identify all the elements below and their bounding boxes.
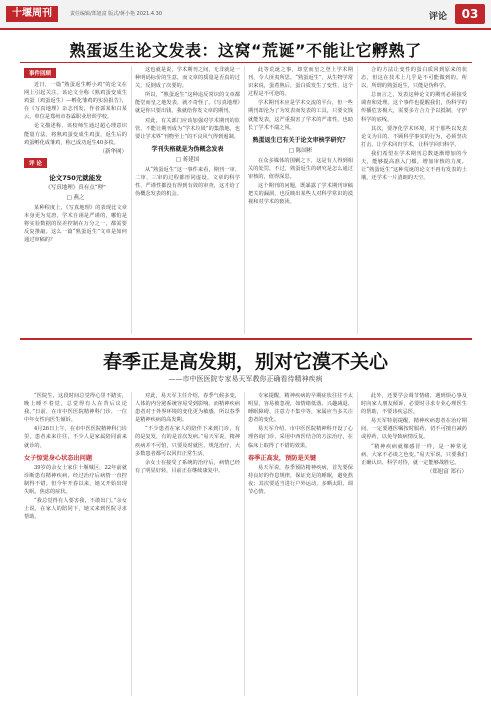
column-divider xyxy=(244,392,245,696)
source-credit: （新华网） xyxy=(99,148,127,155)
column-divider xyxy=(357,392,358,696)
editor-meta: 责任编辑/郑旭富 版式/蒋小艳 2021.4.30 xyxy=(70,11,162,17)
paragraph: 39岁的余女士家住十堰城区，22年前就诊断患有精神疾病，经过治疗后病情一直控制得不错。但今年开春以来，她又开始出现失眠、焦虑的症状。 xyxy=(24,464,127,495)
paragraph: 从“熟蛋返生”这一事件来看，期刊一审、二审、三审的过程都形同虚设，文章的科学性、严谨性都没有得到有效的审查，这才给了伪概念发表的机会。 xyxy=(135,166,240,198)
comment-tag: 评 论 xyxy=(24,158,47,168)
article1-column-3 xyxy=(248,66,353,207)
sub-article-title: 熟蛋返生已有关于论文审核学研究？ xyxy=(252,136,349,144)
sub-article-title: 论文750元就能发 xyxy=(49,173,102,182)
article1-column-2 xyxy=(135,66,240,199)
section-heading: 女子惊觉身心状态出问题 xyxy=(24,454,93,462)
paragraph: 论文描述称，该校师生通过超心理意识能量方法，将熟鸡蛋变成生鸡蛋，返生后的鸡蛋孵化成雏鸡，称已成功返生40多枚。 xyxy=(24,123,127,146)
article2-column-4 xyxy=(361,392,467,476)
sub-article-author: □ 蒋建国 xyxy=(175,156,200,163)
paragraph: 总而言之，发表这种论文的期刊必须接受调查和处理。这个事件也提醒我们，伪科学的传播危害极大，需要多方合力予以抵制，守护科学的底线。 xyxy=(361,92,467,123)
page-number: 03 xyxy=(455,4,485,24)
sub-article-title: 学刊失格就是为伪概念发表 xyxy=(151,145,224,153)
paragraph: 其次，要净化学术环境，对于那些以发表论文为目的、不顾科学事实的行为，必须坚决打击。让学术回归学术，让科学回归科学。 xyxy=(361,125,467,148)
article2-headline: 春季正是高发期，别对它漠不关心 xyxy=(102,351,388,373)
paragraph: 对此，易天军主任介绍，春季气候多变，人体的内分泌系统容易受到影响，而精神疾病患者对于外界环境的变化更为敏感，所以春季是精神疾病的高发期。 xyxy=(135,393,240,424)
event-review-tag: 事件回顾 xyxy=(24,68,56,78)
sub-article-subtitle: 《写真地理》真有点“理” xyxy=(45,184,106,191)
paragraph: “医院生，这段时间总觉得心里不踏实，晚上睡不着觉，总觉得有人在背后议论我。”日前，在市中医医院精神科门诊，一位中年女性向医生倾诉。 xyxy=(24,393,127,424)
article2-subtitle: ——市中医医院专家易天军教你正确看待精神疾病 xyxy=(168,375,323,383)
article-separator xyxy=(20,338,472,340)
column-divider xyxy=(244,66,245,334)
paragraph: 在众多媒体的围剿之下，这是有人得到相关的处罚。不过，熟蛋返生的研究是怎么通过审核的，值得深思。 xyxy=(248,157,353,181)
article2-column-3 xyxy=(248,392,353,497)
section-heading: 春季正高发，预防是关键 xyxy=(248,454,317,462)
sub-article-author: □ 燕之 xyxy=(66,194,85,201)
article1-headline: 熟蛋返生论文发表：这窝“荒诞”不能让它孵熟了 xyxy=(69,41,422,60)
column-divider xyxy=(131,392,132,696)
newspaper-logo: 十堰周刊 xyxy=(6,6,58,22)
column-divider xyxy=(357,66,358,334)
paragraph: 易天军特别提醒，精神疾病患者在治疗期间，一定要遵医嘱按时服药，切不可擅自减药或停药，以免导致病情反复。 xyxy=(361,418,467,441)
article2-column-1 xyxy=(24,392,127,522)
masthead xyxy=(0,0,491,30)
paragraph: “我总觉得有人要害我，不敢出门。”余女士说，在家人的陪同下，她又来到医院寻求帮助。 xyxy=(24,498,127,521)
paragraph: 专家提醒，精神疾病的早期症状往往不太明显，容易被忽视，如情绪低落、兴趣减退、睡眠障碍、注意力不集中等，家属应当多关注患者的变化。 xyxy=(248,393,353,424)
paragraph: “精神疾病就像感冒一样，是一种常见病，大家不必谈之色变。”易天军说，只要我们正确认识、科学对待，就一定能够战胜它。 xyxy=(361,443,467,466)
paragraph: 合的方法让变性的蛋白质回到原来的状态，但这在技术上几乎是不可能做到的。所以，所谓的熟蛋返生，只能是伪科学。 xyxy=(361,67,467,90)
paragraph: 某种程度上，《写真地理》的表现比文章本身更为荒唐。学术自诩是严谨的，哪怕是将实验数据的误差控制在万分之一，都需要反复推敲。这么一篇“熟蛋返生”文章是如何通过审稿的？ xyxy=(24,205,127,244)
section-label: 评论 xyxy=(428,12,447,22)
paragraph: 这也就是说，学术期刊之间，无非就是一种明码标价的生意，而文章的质量是否真的过关，反倒成了次要的。 xyxy=(135,67,240,90)
paragraph: 4月26日上午，在市中医医院精神科门诊里，患者来来往往，不少人是家属陪同前来就诊的。 xyxy=(24,426,127,449)
paragraph: 此外，还要学会调节情绪，遇到烦心事及时向家人朋友倾诉，必要时寻求专业心理医生的帮助，不要讳疾忌医。 xyxy=(361,393,467,416)
paragraph: 近日，一篇“熟蛋返生孵小鸡”的论文在网上引起关注。该论文全称《熟鸡蛋变成生鸡蛋（鸡蛋返生）—孵化雏鸡的实验报告》，在《写真地理》杂志刊发，作者郭某和白某云，单位是郑州市春霖职业培训学校。 xyxy=(24,82,127,121)
article1-column-4 xyxy=(361,66,467,183)
article2-column-2 xyxy=(135,392,240,476)
paragraph: 这个期刊的问题，既暴露了学术期刊审稿把关的漏洞，也反映出某些人对科学常识的漠视和对学术的亵渎。 xyxy=(248,183,353,206)
paragraph: 余女士在接受了系统的治疗后，病情已经有了明显好转，目前正在继续康复中。 xyxy=(135,459,240,474)
paragraph: 此等荒诞之事，却堂而皇之登上学术期刊，令人匪夷所思。“熟蛋返生”，从生物学常识来说，蛋煮熟后，蛋白质发生了变性，这个过程是不可逆的。 xyxy=(248,67,353,98)
paragraph: 易天军说，春季预防精神疾病，首先要保持良好的作息规律，保证充足的睡眠，避免熬夜；其次要适当进行户外运动，多晒太阳，调节心情。 xyxy=(248,464,353,495)
headline-divider xyxy=(20,62,472,63)
sub-article-author: □ 陈国彬 xyxy=(288,147,313,154)
byline: （郑旭富 郑石） xyxy=(426,468,467,475)
article1-column-1 xyxy=(24,66,127,246)
paragraph: 所以，“熟蛋返生”这种违反常识的文章都能堂而皇之地发表，就不奇怪了。《写真地理》就是你只要出钱，我就给你发文章的期刊。 xyxy=(135,92,240,115)
column-divider xyxy=(131,66,132,334)
paragraph: 易天军介绍，市中医医院精神科开设了心理咨询门诊，采用中西医结合的方法治疗，在临床上取得了不错的效果。 xyxy=(248,426,353,449)
paragraph: 对此，有关部门应该加强对学术期刊的监管，不能让期刊成为“学术垃圾”的集散地，也要让学术界“刊物至上”的不良风气得到遏制。 xyxy=(135,117,240,140)
paragraph: 学术期刊本应是学术交流的平台，但一些期刊却沦为了为发表而发表的工具，只要交钱就能发表，这严重损害了学术的严肃性，也助长了学术不端之风。 xyxy=(248,100,353,131)
paragraph: “不少患者在家人的陪伴下来到门诊，有的是复发，有的是首次发病。”易天军说，精神疾病并不可怕，只要及时就医、规范治疗，大多数患者都可以回归正常生活。 xyxy=(135,426,240,457)
paragraph: 我们希望在学术期刊总数逐渐增加的今天，能够提高准入门槛，增加审核的力度。让“熟蛋返生”这种荒诞的论文不再有发表的土壤，还学术一片清朗的天空。 xyxy=(361,150,467,182)
